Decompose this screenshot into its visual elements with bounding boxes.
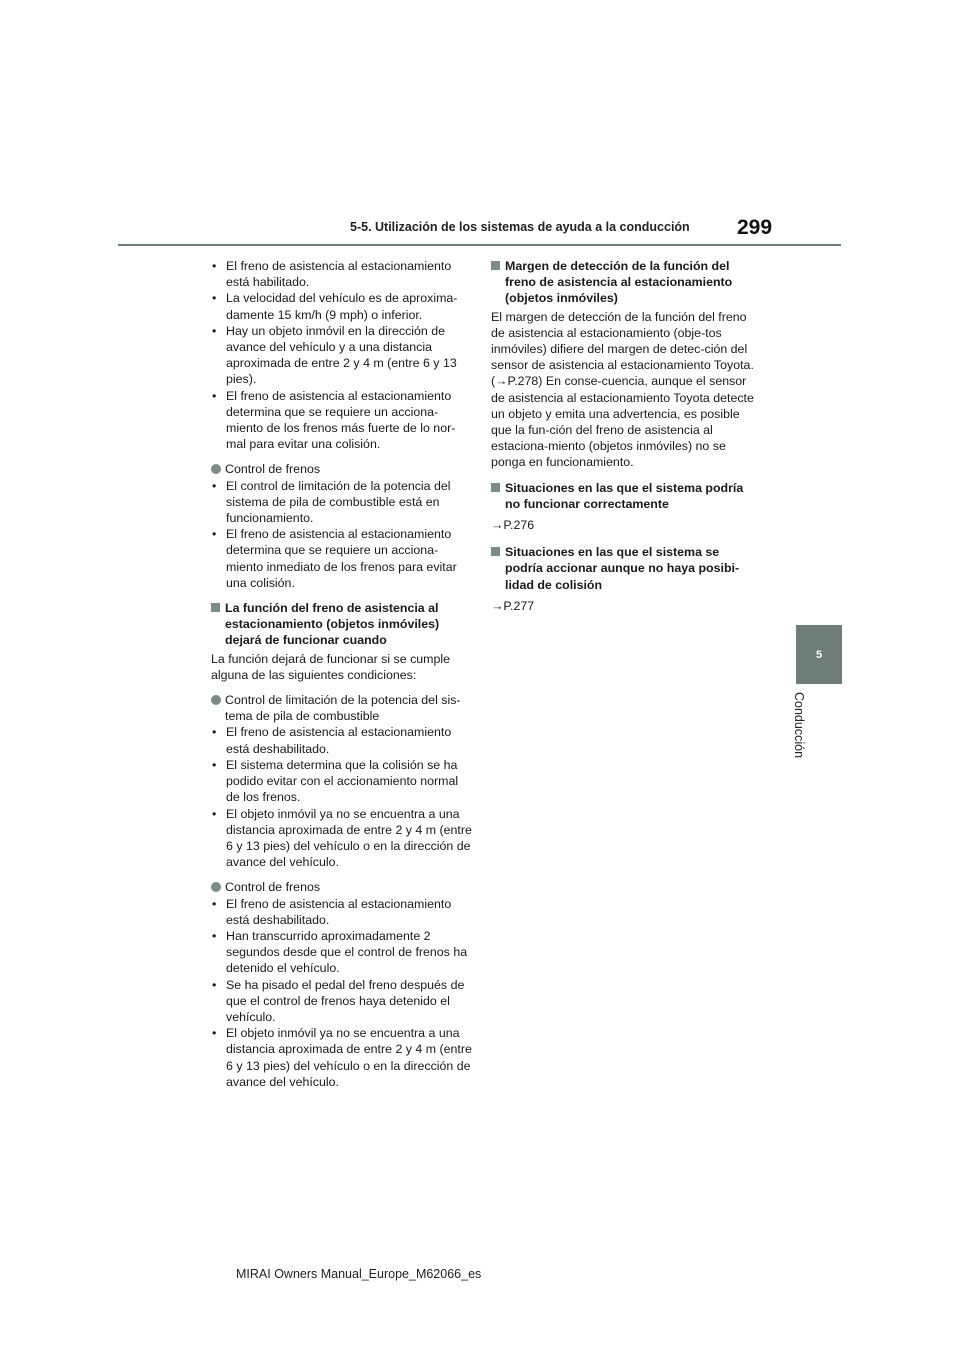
circle-bullet-icon: [211, 695, 221, 705]
chapter-number: 5: [815, 648, 823, 661]
list-item: • El freno de asistencia al estacionamiento está deshabilitado.: [211, 724, 473, 756]
list-item: • La velocidad del vehículo es de aproxima-damente 15 km/h (9 mph) o inferior.: [211, 290, 473, 322]
margin-paragraph: El margen de detección de la función del freno de asistencia al estacionamiento (obje-tos inmóviles) difiere del margen de detec-ción del sensor de asistencia al estacionamiento Toyota. (→P.278) En conse-cuencia, aunque el sensor de asistencia al estacionamiento Toyota detecte un objeto y emita una advertencia, es posible que la fun-ción del freno de asistencia al estaciona-miento (objetos inmóviles) no se ponga en funcionamiento.: [491, 309, 754, 470]
activate-heading: [491, 544, 756, 593]
square-bullet-icon: [491, 483, 500, 492]
brake-control-title: Control de frenos: [225, 462, 321, 477]
chapter-tab: [796, 625, 842, 684]
stop-heading: [211, 600, 473, 649]
square-bullet-icon: [491, 547, 500, 556]
list-item: • El freno de asistencia al estacionamiento determina que se requiere un acciona-miento de los frenos más fuerte de lo nor-mal para evitar una colisión.: [211, 388, 473, 453]
margin-heading: [491, 258, 756, 307]
page-reference-link[interactable]: →P.276: [491, 518, 535, 533]
list-item: • Han transcurrido aproximadamente 2 segundos desde que el control de frenos ha detenido el vehículo.: [211, 928, 473, 977]
left-column: [211, 258, 473, 1099]
square-bullet-icon: [211, 603, 220, 612]
square-bullet-icon: [491, 261, 500, 270]
list-item: • El objeto inmóvil ya no se encuentra a una distancia aproximada de entre 2 y 4 m (entre 6 y 13 pies) del vehículo o en la dirección de avance del vehículo.: [211, 806, 473, 871]
page-number: 299: [737, 216, 773, 239]
right-column: [491, 258, 756, 625]
power-limit-list: [211, 724, 473, 870]
power-limit-group: [211, 692, 473, 870]
brake-control-list: [211, 478, 473, 591]
section-title: 5-5. Utilización de los sistemas de ayuda a la conducción: [350, 220, 690, 234]
list-item: • El freno de asistencia al estacionamiento está deshabilitado.: [211, 896, 473, 928]
margin-heading-text: Margen de detección de la función del freno de asistencia al estacionamiento (objetos inmóviles): [505, 259, 733, 306]
malfunction-heading-text: Situaciones en las que el sistema podría no funcionar correctamente: [505, 480, 744, 511]
brake-control-stop-group: [211, 879, 473, 1090]
circle-bullet-icon: [211, 464, 221, 474]
brake-control-stop-list: [211, 896, 473, 1090]
intro-list: [211, 258, 473, 452]
list-item: • El control de limitación de la potencia del sistema de pila de combustible está en funcionamiento.: [211, 478, 473, 527]
page-reference-link[interactable]: →P.277: [491, 598, 535, 613]
activate-heading-text: Situaciones en las que el sistema se podría accionar aunque no haya posibi-lidad de colisión: [505, 545, 740, 592]
chapter-label: Conducción: [792, 692, 806, 759]
brake-control-stop-title: Control de frenos: [225, 880, 321, 895]
list-item: • El freno de asistencia al estacionamiento determina que se requiere un acciona-miento inmediato de los frenos para evitar una colisión.: [211, 526, 473, 591]
footer-text: MIRAI Owners Manual_Europe_M62066_es: [236, 1267, 482, 1281]
malfunction-heading: [491, 480, 756, 512]
stop-heading-text: La función del freno de asistencia al estacionamiento (objetos inmóviles) dejará de funcionar cuando: [225, 601, 440, 648]
list-item: • El objeto inmóvil ya no se encuentra a una distancia aproximada de entre 2 y 4 m (entre 6 y 13 pies) del vehículo o en la dirección de avance del vehículo.: [211, 1025, 473, 1090]
list-item: • El sistema determina que la colisión se ha podido evitar con el accionamiento normal de los frenos.: [211, 757, 473, 806]
brake-control-heading: [211, 461, 473, 477]
list-item: • Hay un objeto inmóvil en la dirección de avance del vehículo y a una distancia aproximada de entre 2 y 4 m (entre 6 y 13 pies).: [211, 323, 473, 388]
power-limit-heading: [211, 692, 473, 724]
list-item: • El freno de asistencia al estacionamiento está habilitado.: [211, 258, 473, 290]
stop-paragraph: La función dejará de funcionar si se cumple alguna de las siguientes condiciones:: [211, 651, 451, 682]
brake-control-group: [211, 461, 473, 591]
brake-control-stop-heading: [211, 879, 473, 895]
header-rule: [118, 244, 841, 246]
power-limit-title: Control de limitación de la potencia del sis-tema de pila de combustible: [225, 693, 461, 724]
circle-bullet-icon: [211, 882, 221, 892]
list-item: • Se ha pisado el pedal del freno después de que el control de frenos haya detenido el vehículo.: [211, 977, 473, 1026]
